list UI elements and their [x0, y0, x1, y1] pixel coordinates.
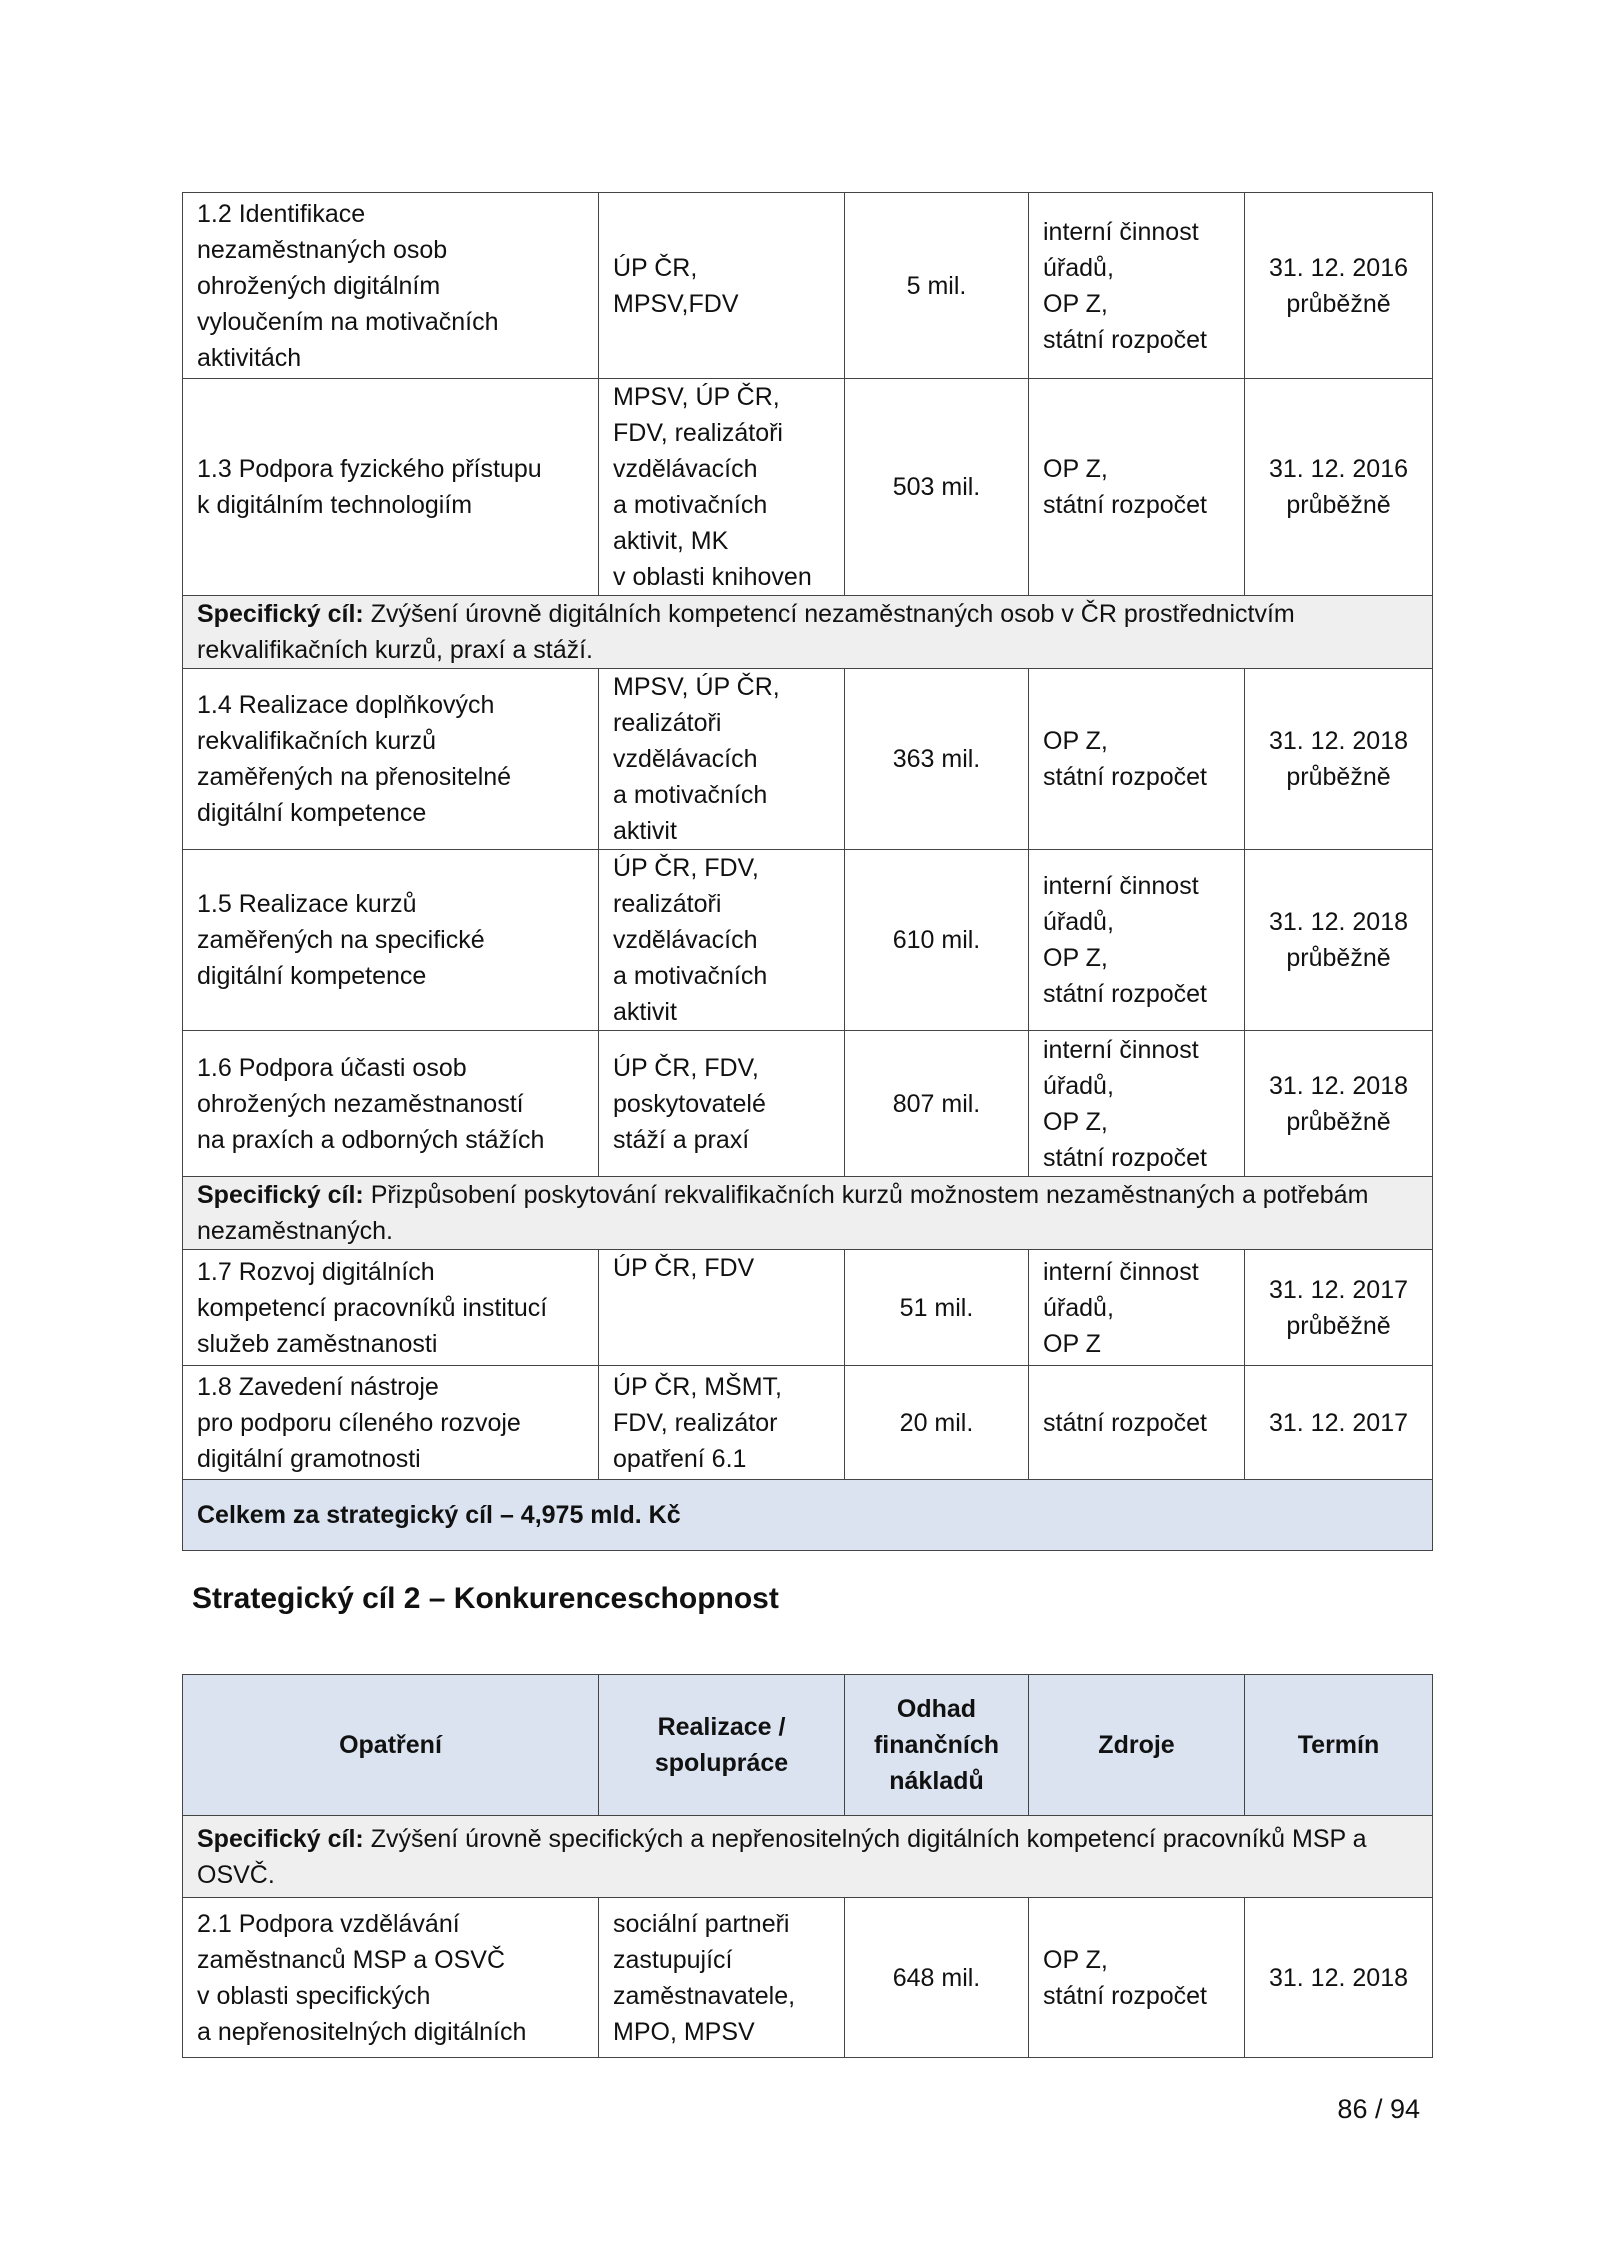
- sources-cell: státní rozpočet: [1029, 1366, 1245, 1480]
- measures-table-goal-1: [182, 192, 1433, 1551]
- implementation-cell: MPSV, ÚP ČR, FDV, realizátoři vzdělávacích a motivačních aktivit, MK v oblasti knihoven: [599, 379, 845, 596]
- column-header: Termín: [1245, 1675, 1433, 1816]
- cost-cell: 363 mil.: [845, 669, 1029, 850]
- specific-goal-text: Přizpůsobení poskytování rekvalifikačních kurzů možnostem nezaměstnaných a potřebám nezaměstnaných.: [197, 1181, 1369, 1245]
- measure-cell: 1.5 Realizace kurzů zaměřených na specifické digitální kompetence: [183, 850, 599, 1031]
- deadline-cell: 31. 12. 2018 průběžně: [1245, 1031, 1433, 1177]
- implementation-cell: ÚP ČR, FDV, realizátoři vzdělávacích a motivačních aktivit: [599, 850, 845, 1031]
- deadline-cell: 31. 12. 2016 průběžně: [1245, 193, 1433, 379]
- specific-goal-text: Zvýšení úrovně digitálních kompetencí nezaměstnaných osob v ČR prostřednictvím rekvalifikačních kurzů, praxí a stáží.: [197, 600, 1295, 664]
- column-header: Opatření: [183, 1675, 599, 1816]
- deadline-cell: 31. 12. 2018: [1245, 1898, 1433, 2058]
- measures-table-goal-2: [182, 1674, 1433, 2058]
- column-header: Odhad finančních nákladů: [845, 1675, 1029, 1816]
- total-cell: Celkem za strategický cíl – 4,975 mld. Kč: [183, 1480, 1433, 1551]
- cost-cell: 20 mil.: [845, 1366, 1029, 1480]
- table-row: [183, 193, 1433, 379]
- column-header: Realizace / spolupráce: [599, 1675, 845, 1816]
- measure-cell: 1.6 Podpora účasti osob ohrožených nezaměstnaností na praxích a odborných stážích: [183, 1031, 599, 1177]
- sources-cell: OP Z, státní rozpočet: [1029, 1898, 1245, 2058]
- specific-goal-label: Specifický cíl:: [197, 1181, 364, 1209]
- table-row: [183, 850, 1433, 1031]
- total-row: [183, 1480, 1433, 1551]
- specific-goal-label: Specifický cíl:: [197, 600, 364, 628]
- specific-goal-row: [183, 596, 1433, 669]
- deadline-cell: 31. 12. 2017: [1245, 1366, 1433, 1480]
- column-header: Zdroje: [1029, 1675, 1245, 1816]
- table-row: [183, 1031, 1433, 1177]
- deadline-cell: 31. 12. 2018 průběžně: [1245, 850, 1433, 1031]
- specific-goal-row: [183, 1816, 1433, 1898]
- sources-cell: OP Z, státní rozpočet: [1029, 379, 1245, 596]
- sources-cell: OP Z, státní rozpočet: [1029, 669, 1245, 850]
- table-row: [183, 379, 1433, 596]
- specific-goal-cell: [183, 1816, 1433, 1898]
- specific-goal-cell: [183, 1177, 1433, 1250]
- sources-cell: interní činnost úřadů, OP Z, státní rozpočet: [1029, 193, 1245, 379]
- implementation-cell: ÚP ČR, FDV: [599, 1250, 845, 1366]
- implementation-cell: MPSV, ÚP ČR, realizátoři vzdělávacích a motivačních aktivit: [599, 669, 845, 850]
- implementation-cell: ÚP ČR, FDV, poskytovatelé stáží a praxí: [599, 1031, 845, 1177]
- table-row: [183, 1898, 1433, 2058]
- measure-cell: 1.8 Zavedení nástroje pro podporu cíleného rozvoje digitální gramotnosti: [183, 1366, 599, 1480]
- table-row: [183, 1366, 1433, 1480]
- table-row: [183, 1250, 1433, 1366]
- deadline-cell: 31. 12. 2018 průběžně: [1245, 669, 1433, 850]
- sources-cell: interní činnost úřadů, OP Z, státní rozpočet: [1029, 1031, 1245, 1177]
- specific-goal-text: Zvýšení úrovně specifických a nepřenositelných digitálních kompetencí pracovníků MSP a OSVČ.: [197, 1824, 1367, 1889]
- measure-cell: 1.3 Podpora fyzického přístupu k digitálním technologiím: [183, 379, 599, 596]
- table-row: [183, 669, 1433, 850]
- sources-cell: interní činnost úřadů, OP Z, státní rozpočet: [1029, 850, 1245, 1031]
- cost-cell: 51 mil.: [845, 1250, 1029, 1366]
- table-header-row: [183, 1675, 1433, 1816]
- deadline-cell: 31. 12. 2016 průběžně: [1245, 379, 1433, 596]
- specific-goal-cell: [183, 596, 1433, 669]
- section-heading: Strategický cíl 2 – Konkurenceschopnost: [192, 1582, 779, 1615]
- specific-goal-label: Specifický cíl:: [197, 1824, 364, 1853]
- implementation-cell: ÚP ČR, MPSV,FDV: [599, 193, 845, 379]
- measure-cell: 1.4 Realizace doplňkových rekvalifikačních kurzů zaměřených na přenositelné digitální kompetence: [183, 669, 599, 850]
- measure-cell: 1.7 Rozvoj digitálních kompetencí pracovníků institucí služeb zaměstnanosti: [183, 1250, 599, 1366]
- implementation-cell: ÚP ČR, MŠMT, FDV, realizátor opatření 6.1: [599, 1366, 845, 1480]
- cost-cell: 610 mil.: [845, 850, 1029, 1031]
- measure-cell: 1.2 Identifikace nezaměstnaných osob ohrožených digitálním vyloučením na motivačních aktivitách: [183, 193, 599, 379]
- implementation-cell: sociální partneři zastupující zaměstnavatele, MPO, MPSV: [599, 1898, 845, 2058]
- cost-cell: 503 mil.: [845, 379, 1029, 596]
- page-number: 86 / 94: [1337, 2094, 1420, 2124]
- sources-cell: interní činnost úřadů, OP Z: [1029, 1250, 1245, 1366]
- deadline-cell: 31. 12. 2017 průběžně: [1245, 1250, 1433, 1366]
- cost-cell: 807 mil.: [845, 1031, 1029, 1177]
- specific-goal-row: [183, 1177, 1433, 1250]
- cost-cell: 648 mil.: [845, 1898, 1029, 2058]
- measure-cell: 2.1 Podpora vzdělávání zaměstnanců MSP a OSVČ v oblasti specifických a nepřenositelných digitálních: [183, 1898, 599, 2058]
- cost-cell: 5 mil.: [845, 193, 1029, 379]
